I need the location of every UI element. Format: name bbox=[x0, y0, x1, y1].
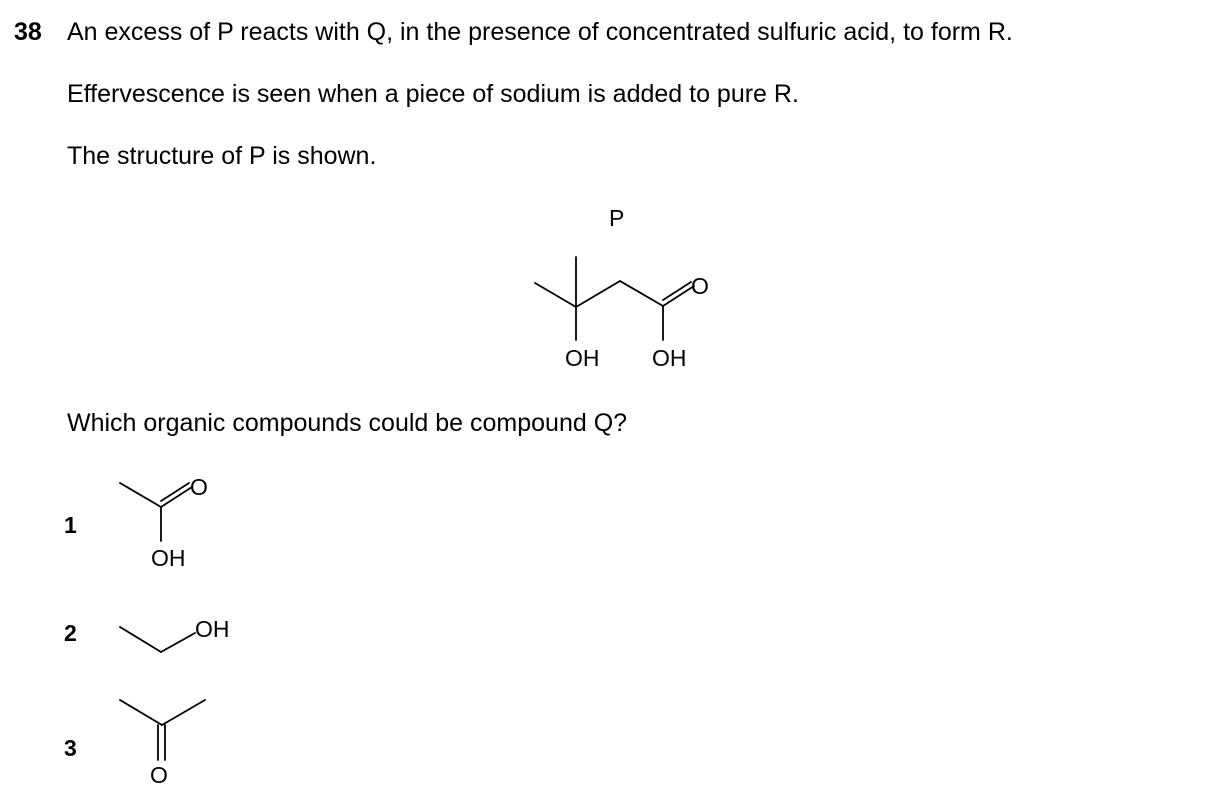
structure-p-oh-left: OH bbox=[565, 345, 600, 371]
structure-p-label: P bbox=[609, 205, 625, 231]
option-2-oh-label: OH bbox=[195, 616, 230, 642]
structure-p-oh-right: OH bbox=[652, 345, 687, 371]
question-stem-line-1: An excess of P reacts with Q, in the presence of concentrated sulfuric acid, to form R. bbox=[67, 18, 1013, 46]
option-3-o-label: O bbox=[150, 762, 168, 788]
question-number: 38 bbox=[14, 18, 42, 46]
option-3-structure bbox=[120, 700, 205, 788]
option-1-oh-label: OH bbox=[151, 545, 186, 571]
question-stem-line-2: Effervescence is seen when a piece of sodium is added to pure R. bbox=[67, 80, 799, 108]
option-1-o-label: O bbox=[190, 474, 208, 500]
question-prompt: Which organic compounds could be compound Q? bbox=[67, 409, 628, 437]
option-number-2: 2 bbox=[64, 620, 77, 646]
option-1-structure bbox=[120, 474, 208, 571]
option-2-structure bbox=[120, 616, 230, 652]
structure-p-o-label: O bbox=[691, 273, 709, 299]
question-stem-line-3: The structure of P is shown. bbox=[67, 142, 377, 170]
structure-p bbox=[535, 205, 709, 371]
option-number-3: 3 bbox=[64, 735, 77, 761]
option-number-1: 1 bbox=[64, 512, 77, 538]
